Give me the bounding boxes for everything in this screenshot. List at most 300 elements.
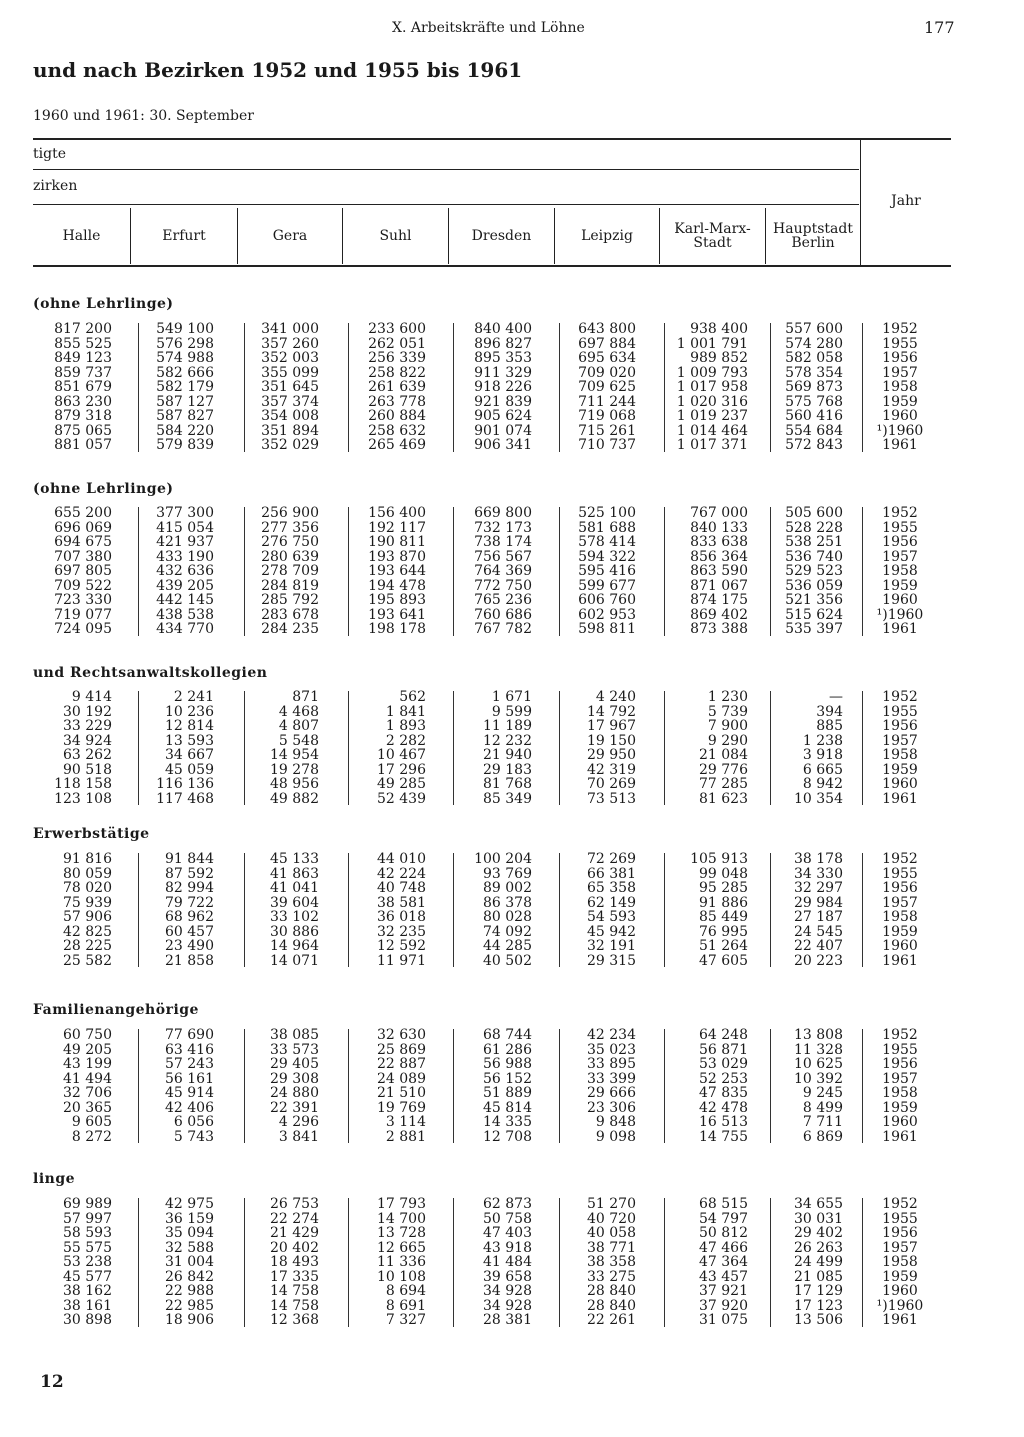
table-cell: 29 315 xyxy=(587,952,636,969)
year-cell: 1952 xyxy=(882,851,918,867)
table-cell: 51 270 xyxy=(587,1196,636,1212)
year-cell: 1952 xyxy=(882,1196,918,1212)
table-cell: 52 253 xyxy=(699,1070,748,1087)
table-cell: 572 843 xyxy=(785,437,843,453)
table-cell: 873 388 xyxy=(690,621,748,637)
table-cell: 82 994 xyxy=(165,880,214,896)
section-rows xyxy=(0,1197,1024,1328)
table-cell: 17 967 xyxy=(587,718,636,734)
table-cell: 22 887 xyxy=(377,1056,426,1072)
table-cell: 43 199 xyxy=(63,1056,112,1072)
table-cell: 32 235 xyxy=(377,923,426,940)
table-cell: 41 041 xyxy=(270,880,319,896)
table-cell: 258 632 xyxy=(368,422,426,439)
table-cell: 10 625 xyxy=(794,1056,843,1072)
table-cell: 869 402 xyxy=(690,606,748,623)
table-cell: 22 261 xyxy=(587,1312,636,1328)
year-cell: 1955 xyxy=(882,1041,918,1058)
table-cell: 33 275 xyxy=(587,1268,636,1285)
table-row xyxy=(0,395,1024,410)
table-cell: 233 600 xyxy=(368,321,426,337)
table-cell: 93 769 xyxy=(483,865,532,882)
table-cell: 20 402 xyxy=(270,1239,319,1256)
table-cell: 598 811 xyxy=(578,621,636,637)
table-cell: 351 645 xyxy=(261,379,319,395)
table-cell: 5 743 xyxy=(173,1128,214,1145)
section-rows xyxy=(0,506,1024,637)
table-cell: 1 893 xyxy=(385,718,426,734)
table-cell: 554 684 xyxy=(785,422,843,439)
table-cell: 14 335 xyxy=(483,1114,532,1130)
column-header-halle: Halle xyxy=(62,228,101,244)
year-cell: 1955 xyxy=(882,519,918,536)
table-cell: 77 285 xyxy=(699,776,748,792)
table-cell: 856 364 xyxy=(690,548,748,565)
table-cell: 765 236 xyxy=(474,592,532,608)
running-head: X. Arbeitskräfte und Löhne xyxy=(392,20,585,36)
table-cell: 265 469 xyxy=(368,437,426,453)
table-cell: 1 671 xyxy=(491,689,532,705)
table-cell: 11 189 xyxy=(483,718,532,734)
table-cell: 989 852 xyxy=(690,350,748,366)
year-cell: 1952 xyxy=(882,321,918,337)
year-cell: 1952 xyxy=(882,1027,918,1043)
table-cell: 14 964 xyxy=(270,938,319,954)
table-cell: 4 240 xyxy=(595,689,636,705)
table-row xyxy=(0,939,1024,954)
table-row xyxy=(0,1212,1024,1227)
table-cell: 29 776 xyxy=(699,761,748,778)
year-cell: 1960 xyxy=(882,1114,918,1130)
table-cell: 575 768 xyxy=(785,393,843,410)
table-cell: 434 770 xyxy=(156,621,214,637)
table-cell: 29 405 xyxy=(270,1056,319,1072)
table-cell: 574 280 xyxy=(785,335,843,352)
table-cell: 13 506 xyxy=(794,1312,843,1328)
table-cell: 557 600 xyxy=(785,321,843,337)
table-cell: 35 023 xyxy=(587,1041,636,1058)
table-cell: 42 406 xyxy=(165,1099,214,1116)
year-cell: 1960 xyxy=(882,776,918,792)
table-cell: 1 014 464 xyxy=(676,422,748,439)
year-cell: 1955 xyxy=(882,865,918,882)
table-cell: 11 328 xyxy=(794,1041,843,1058)
year-cell: 1961 xyxy=(882,1128,918,1145)
table-cell: 7 327 xyxy=(385,1312,426,1328)
table-cell: 10 354 xyxy=(794,790,843,807)
table-cell: 357 374 xyxy=(261,393,319,410)
table-cell: 29 984 xyxy=(794,894,843,911)
table-cell: 855 525 xyxy=(54,335,112,352)
table-row xyxy=(0,1115,1024,1130)
year-cell: ¹)1960 xyxy=(876,1297,924,1314)
year-cell: 1956 xyxy=(882,880,918,896)
table-cell: 433 190 xyxy=(156,548,214,565)
table-cell: 851 679 xyxy=(54,379,112,395)
year-cell: 1955 xyxy=(882,335,918,352)
table-row xyxy=(0,705,1024,720)
table-cell: 576 298 xyxy=(156,335,214,352)
table-cell: 54 593 xyxy=(587,909,636,925)
table-cell: 4 296 xyxy=(278,1114,319,1130)
table-cell: 921 839 xyxy=(474,393,532,410)
table-cell: 29 183 xyxy=(483,761,532,778)
table-cell: 28 840 xyxy=(587,1283,636,1299)
table-cell: 50 758 xyxy=(483,1210,532,1227)
table-cell: 80 059 xyxy=(63,865,112,882)
table-cell: 68 515 xyxy=(699,1196,748,1212)
table-cell: 9 605 xyxy=(71,1114,112,1130)
table-cell: 42 975 xyxy=(165,1196,214,1212)
table-cell: 45 059 xyxy=(165,761,214,778)
table-row xyxy=(0,1284,1024,1299)
table-cell: 17 129 xyxy=(794,1283,843,1299)
table-cell: 30 898 xyxy=(63,1312,112,1328)
table-cell: 91 844 xyxy=(165,851,214,867)
year-cell: 1957 xyxy=(882,1070,918,1087)
year-cell: 1959 xyxy=(882,923,918,940)
table-row xyxy=(0,690,1024,705)
table-cell: 45 133 xyxy=(270,851,319,867)
table-cell: 355 099 xyxy=(261,364,319,381)
table-cell: 38 771 xyxy=(587,1239,636,1256)
table-cell: 587 827 xyxy=(156,408,214,424)
year-cell: 1956 xyxy=(882,534,918,550)
year-cell: 1956 xyxy=(882,1056,918,1072)
table-row xyxy=(0,1197,1024,1212)
year-cell: 1952 xyxy=(882,689,918,705)
table-cell: 32 191 xyxy=(587,938,636,954)
table-cell: 5 739 xyxy=(707,703,748,720)
section-title: linge xyxy=(33,1171,76,1187)
year-cell: 1957 xyxy=(882,364,918,381)
table-cell: 535 397 xyxy=(785,621,843,637)
table-cell: 156 400 xyxy=(368,505,426,521)
table-cell: 72 269 xyxy=(587,851,636,867)
table-cell: 44 285 xyxy=(483,938,532,954)
table-row xyxy=(0,1241,1024,1256)
table-cell: 74 092 xyxy=(483,923,532,940)
table-cell: 351 894 xyxy=(261,422,319,439)
table-cell: 38 161 xyxy=(63,1297,112,1314)
year-cell: 1952 xyxy=(882,505,918,521)
table-cell: 12 368 xyxy=(270,1312,319,1328)
table-cell: 32 297 xyxy=(794,880,843,896)
table-cell: 26 263 xyxy=(794,1239,843,1256)
table-cell: 710 737 xyxy=(578,437,636,453)
table-cell: 1 017 371 xyxy=(676,437,748,453)
table-cell: 87 592 xyxy=(165,865,214,882)
table-cell: 1 001 791 xyxy=(676,335,748,352)
table-row xyxy=(0,608,1024,623)
table-cell: 47 605 xyxy=(699,952,748,969)
table-cell: 13 728 xyxy=(377,1225,426,1241)
year-cell: 1958 xyxy=(882,1254,918,1270)
table-cell: 34 667 xyxy=(165,747,214,763)
table-cell: 21 510 xyxy=(377,1085,426,1101)
table-cell: 875 065 xyxy=(54,422,112,439)
column-header-gera: Gera xyxy=(272,228,308,244)
table-cell: 42 478 xyxy=(699,1099,748,1116)
table-row xyxy=(0,337,1024,352)
table-cell: 47 403 xyxy=(483,1225,532,1241)
table-cell: 1 020 316 xyxy=(676,393,748,410)
section-title: (ohne Lehrlinge) xyxy=(33,296,174,312)
table-cell: 47 364 xyxy=(699,1254,748,1270)
table-cell: 709 020 xyxy=(578,364,636,381)
table-cell: 432 636 xyxy=(156,563,214,579)
table-cell: 20 223 xyxy=(794,952,843,969)
table-cell: 918 226 xyxy=(474,379,532,395)
table-cell: 569 873 xyxy=(785,379,843,395)
table-cell: 78 020 xyxy=(63,880,112,896)
table-cell: 57 906 xyxy=(63,909,112,925)
table-cell: 45 577 xyxy=(63,1268,112,1285)
table-cell: 25 869 xyxy=(377,1041,426,1058)
table-cell: 45 942 xyxy=(587,923,636,940)
table-cell: 40 720 xyxy=(587,1210,636,1227)
table-cell: 193 641 xyxy=(368,606,426,623)
year-cell: 1957 xyxy=(882,1239,918,1256)
year-cell: 1956 xyxy=(882,1225,918,1241)
table-cell: 55 575 xyxy=(63,1239,112,1256)
year-cell: ¹)1960 xyxy=(876,422,924,439)
table-cell: 521 356 xyxy=(785,592,843,608)
table-cell: 885 xyxy=(816,718,843,734)
table-cell: 32 706 xyxy=(63,1085,112,1101)
table-row xyxy=(0,535,1024,550)
table-cell: 14 700 xyxy=(377,1210,426,1227)
table-cell: 30 886 xyxy=(270,923,319,940)
table-cell: 578 414 xyxy=(578,534,636,550)
year-cell: 1959 xyxy=(882,1268,918,1285)
table-cell: 21 085 xyxy=(794,1268,843,1285)
year-cell: 1961 xyxy=(882,621,918,637)
table-cell: 23 306 xyxy=(587,1099,636,1116)
table-cell: 7 900 xyxy=(707,718,748,734)
table-cell: 696 069 xyxy=(54,519,112,536)
table-row xyxy=(0,777,1024,792)
table-cell: 263 778 xyxy=(368,393,426,410)
table-row xyxy=(0,748,1024,763)
table-cell: 719 077 xyxy=(54,606,112,623)
table-cell: 90 518 xyxy=(63,761,112,778)
table-cell: 34 928 xyxy=(483,1297,532,1314)
table-cell: 24 880 xyxy=(270,1085,319,1101)
section-rows xyxy=(0,1028,1024,1144)
table-cell: 42 224 xyxy=(377,865,426,882)
table-cell: 100 204 xyxy=(474,851,532,867)
table-cell: 22 407 xyxy=(794,938,843,954)
table-cell: 911 329 xyxy=(474,364,532,381)
table-cell: 42 234 xyxy=(587,1027,636,1043)
table-cell: 582 666 xyxy=(156,364,214,381)
table-cell: 36 159 xyxy=(165,1210,214,1227)
table-cell: 439 205 xyxy=(156,577,214,594)
table-cell: 75 939 xyxy=(63,894,112,911)
table-cell: 5 548 xyxy=(278,732,319,749)
table-cell: 195 893 xyxy=(368,592,426,608)
table-cell: 30 031 xyxy=(794,1210,843,1227)
table-row xyxy=(0,424,1024,439)
table-cell: 709 625 xyxy=(578,379,636,395)
table-row xyxy=(0,1072,1024,1087)
table-cell: 277 356 xyxy=(261,519,319,536)
year-cell: 1957 xyxy=(882,548,918,565)
table-row xyxy=(0,719,1024,734)
table-cell: 32 630 xyxy=(377,1027,426,1043)
year-cell: 1958 xyxy=(882,1085,918,1101)
header-top-rule xyxy=(33,138,951,140)
column-header-berlin: Hauptstadt Berlin xyxy=(773,221,853,251)
table-cell: 11 336 xyxy=(377,1254,426,1270)
table-cell: 655 200 xyxy=(54,505,112,521)
year-cell: 1958 xyxy=(882,747,918,763)
header-rule-1 xyxy=(33,169,859,170)
table-cell: 193 644 xyxy=(368,563,426,579)
table-cell: 7 711 xyxy=(802,1114,843,1130)
table-cell: 11 971 xyxy=(377,952,426,969)
table-cell: 438 538 xyxy=(156,606,214,623)
table-cell: 41 484 xyxy=(483,1254,532,1270)
table-cell: 43 457 xyxy=(699,1268,748,1285)
table-cell: 40 058 xyxy=(587,1225,636,1241)
table-cell: 10 392 xyxy=(794,1070,843,1087)
table-cell: 86 378 xyxy=(483,894,532,911)
table-cell: 14 954 xyxy=(270,747,319,763)
table-cell: 63 416 xyxy=(165,1041,214,1058)
table-cell: 767 782 xyxy=(474,621,532,637)
table-cell: 1 230 xyxy=(707,689,748,705)
column-header-suhl: Suhl xyxy=(379,228,412,244)
table-cell: 73 513 xyxy=(587,790,636,807)
table-cell: 896 827 xyxy=(474,335,532,352)
year-cell: 1959 xyxy=(882,577,918,594)
year-cell: 1960 xyxy=(882,592,918,608)
table-cell: 695 634 xyxy=(578,350,636,366)
table-cell: 45 814 xyxy=(483,1099,532,1116)
table-cell: 8 694 xyxy=(385,1283,426,1299)
table-cell: 574 988 xyxy=(156,350,214,366)
table-cell: 52 439 xyxy=(377,790,426,807)
table-cell: 47 466 xyxy=(699,1239,748,1256)
table-cell: 38 358 xyxy=(587,1254,636,1270)
table-cell: 33 229 xyxy=(63,718,112,734)
table-cell: 60 457 xyxy=(165,923,214,940)
table-row xyxy=(0,1299,1024,1314)
table-cell: 529 523 xyxy=(785,563,843,579)
table-cell: 377 300 xyxy=(156,505,214,521)
table-cell: 77 690 xyxy=(165,1027,214,1043)
table-cell: 354 008 xyxy=(261,408,319,424)
table-cell: 13 808 xyxy=(794,1027,843,1043)
table-cell: 45 914 xyxy=(165,1085,214,1101)
table-cell: 1 841 xyxy=(385,703,426,720)
year-cell: 1955 xyxy=(882,1210,918,1227)
table-cell: 1 017 958 xyxy=(676,379,748,395)
table-cell: 21 940 xyxy=(483,747,532,763)
table-cell: 56 161 xyxy=(165,1070,214,1087)
table-row xyxy=(0,1270,1024,1285)
year-cell: 1959 xyxy=(882,393,918,410)
table-row xyxy=(0,521,1024,536)
table-row xyxy=(0,896,1024,911)
section-rows xyxy=(0,322,1024,453)
table-cell: 105 913 xyxy=(690,851,748,867)
table-cell: 9 098 xyxy=(595,1128,636,1145)
year-cell: 1961 xyxy=(882,1312,918,1328)
table-cell: 8 942 xyxy=(802,776,843,792)
table-cell: 581 688 xyxy=(578,519,636,536)
table-cell: 22 988 xyxy=(165,1283,214,1299)
table-cell: 284 819 xyxy=(261,577,319,594)
table-cell: 9 290 xyxy=(707,732,748,749)
table-cell: 24 545 xyxy=(794,923,843,940)
table-cell: 34 928 xyxy=(483,1283,532,1299)
table-cell: 756 567 xyxy=(474,548,532,565)
table-row xyxy=(0,792,1024,807)
table-cell: 117 468 xyxy=(156,790,214,807)
table-cell: 38 581 xyxy=(377,894,426,911)
table-cell: 22 391 xyxy=(270,1099,319,1116)
table-cell: 6 869 xyxy=(802,1128,843,1145)
table-cell: 29 308 xyxy=(270,1070,319,1087)
column-header-karl-marx-stadt: Karl-Marx- Stadt xyxy=(674,221,751,251)
table-cell: 43 918 xyxy=(483,1239,532,1256)
year-cell: 1961 xyxy=(882,437,918,453)
table-cell: 12 232 xyxy=(483,732,532,749)
table-cell: 833 638 xyxy=(690,534,748,550)
table-row xyxy=(0,366,1024,381)
header-bottom-rule xyxy=(33,265,951,267)
table-row xyxy=(0,1057,1024,1072)
table-cell: 341 000 xyxy=(261,321,319,337)
table-cell: 723 330 xyxy=(54,592,112,608)
table-row xyxy=(0,1226,1024,1241)
column-header-erfurt: Erfurt xyxy=(162,228,206,244)
section-rows xyxy=(0,690,1024,806)
table-row xyxy=(0,622,1024,637)
table-cell: 549 100 xyxy=(156,321,214,337)
table-cell: 85 449 xyxy=(699,909,748,925)
table-cell: 584 220 xyxy=(156,422,214,439)
table-row xyxy=(0,380,1024,395)
table-cell: 38 162 xyxy=(63,1283,112,1299)
table-row xyxy=(0,910,1024,925)
table-cell: 352 029 xyxy=(261,437,319,453)
table-cell: 31 075 xyxy=(699,1312,748,1328)
table-cell: 51 264 xyxy=(699,938,748,954)
table-row xyxy=(0,438,1024,453)
table-row xyxy=(0,954,1024,969)
table-cell: 352 003 xyxy=(261,350,319,366)
table-cell: 81 623 xyxy=(699,790,748,807)
table-cell: 12 814 xyxy=(165,718,214,734)
year-cell: 1961 xyxy=(882,790,918,807)
year-cell: 1958 xyxy=(882,909,918,925)
table-cell: 760 686 xyxy=(474,606,532,623)
table-cell: 505 600 xyxy=(785,505,843,521)
year-cell: ¹)1960 xyxy=(876,606,924,623)
table-cell: 66 381 xyxy=(587,865,636,882)
table-cell: 602 953 xyxy=(578,606,636,623)
table-cell: 905 624 xyxy=(474,408,532,424)
table-cell: 606 760 xyxy=(578,592,636,608)
table-cell: 68 744 xyxy=(483,1027,532,1043)
table-cell: 116 136 xyxy=(156,776,214,792)
table-cell: 284 235 xyxy=(261,621,319,637)
table-row xyxy=(0,351,1024,366)
